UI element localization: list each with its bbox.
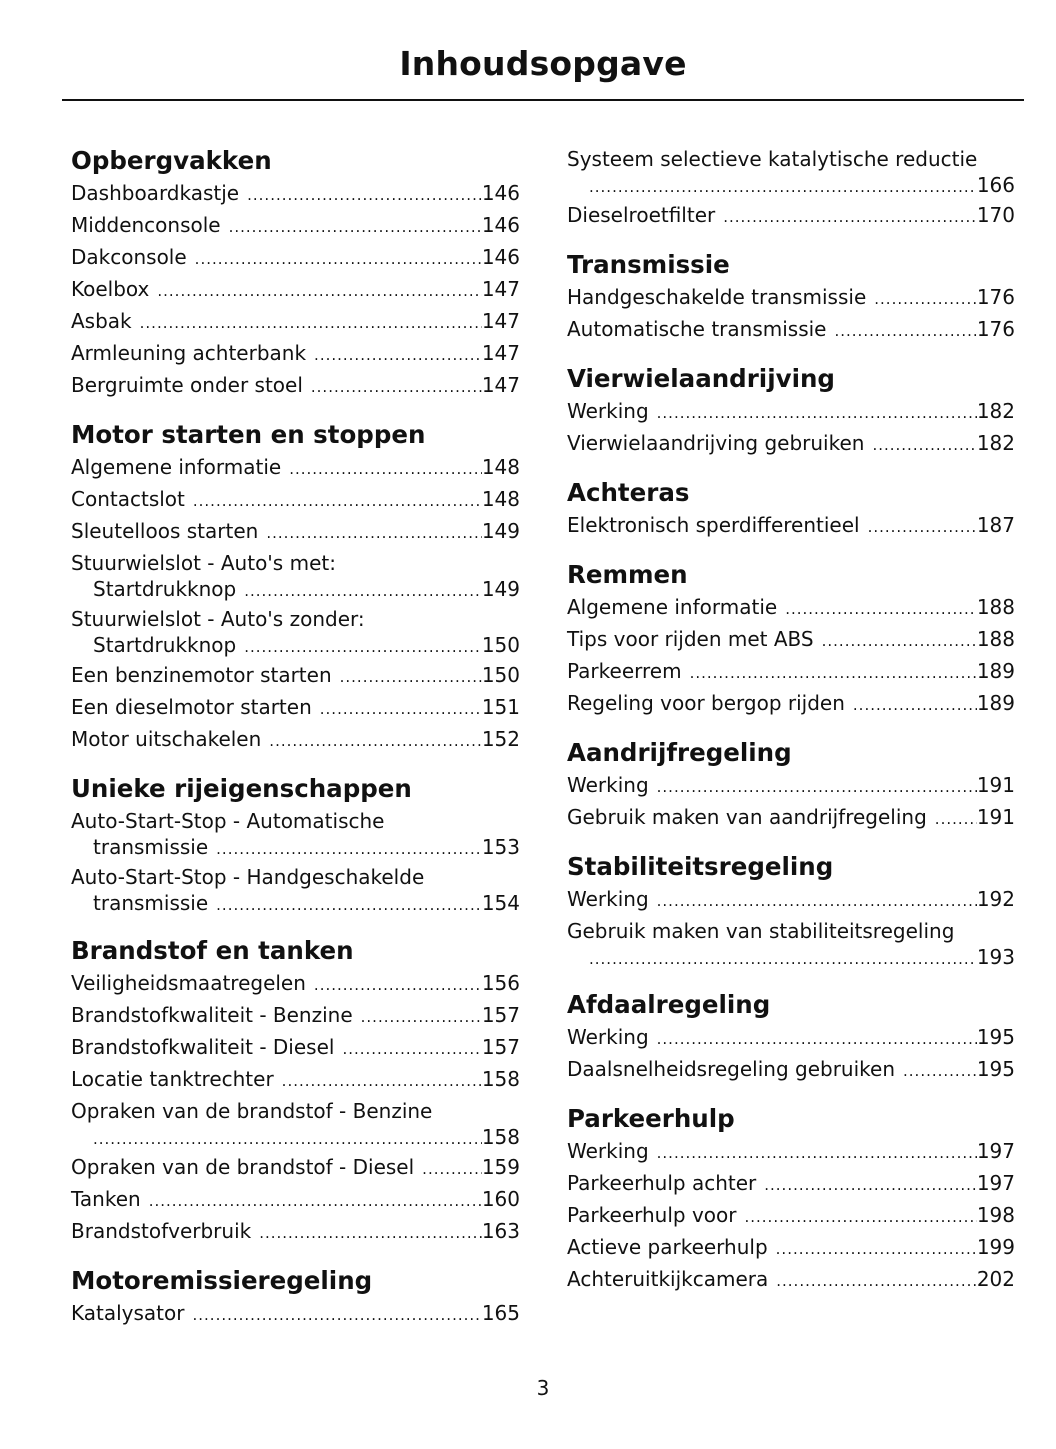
toc-entry[interactable] (567, 624, 1015, 656)
toc-entry-page: 146 (481, 245, 520, 269)
toc-section (567, 738, 1015, 834)
toc-entry-page: 147 (481, 309, 520, 333)
toc-entry-page: 153 (481, 835, 520, 859)
toc-entry-label: Actieve parkeerhulp (567, 1235, 768, 1259)
toc-entry[interactable] (71, 306, 520, 338)
toc-entry[interactable] (567, 144, 1015, 200)
toc-entry-page: 192 (976, 887, 1015, 911)
toc-entry-label: Brandstofverbruik (71, 1219, 252, 1243)
toc-entry-label: Gebruik maken van aandrijfregeling (567, 805, 927, 829)
toc-entry-label: Katalysator (71, 1301, 185, 1325)
toc-entry[interactable] (71, 548, 520, 604)
toc-entry-row (567, 428, 1015, 460)
toc-entry-label: Parkeerrem (567, 659, 682, 683)
toc-entry-page: 191 (976, 773, 1015, 797)
toc-entry-page: 148 (481, 455, 520, 479)
dot-leader (822, 626, 977, 656)
toc-entry[interactable] (567, 1022, 1015, 1054)
dot-leader (361, 1002, 482, 1032)
toc-entry-row (567, 510, 1015, 542)
toc-entry[interactable] (71, 862, 520, 918)
toc-entry-label: Parkeerhulp voor (567, 1203, 737, 1227)
toc-entry-page: 197 (976, 1171, 1015, 1195)
toc-section (567, 144, 1015, 232)
toc-entry-page: 191 (976, 805, 1015, 829)
toc-entry[interactable] (567, 200, 1015, 232)
toc-entry-label: Opraken van de brandstof - Benzine (71, 1099, 433, 1123)
toc-entry[interactable] (71, 452, 520, 484)
toc-entry-label: Daalsnelheidsregeling gebruiken (567, 1057, 896, 1081)
toc-entry[interactable] (567, 396, 1015, 428)
dot-leader (140, 308, 482, 338)
toc-entry-page: 176 (976, 317, 1015, 341)
toc-entry-label: Parkeerhulp achter (567, 1171, 757, 1195)
toc-entry-label: Armleuning achterbank (71, 341, 307, 365)
toc-entry-label: Handgeschakelde transmissie (567, 285, 867, 309)
toc-entry-row (71, 274, 520, 306)
dot-leader (935, 804, 977, 834)
toc-entry-row (567, 770, 1015, 802)
toc-entry-row (71, 1184, 520, 1216)
dot-leader (872, 430, 976, 460)
toc-entry-row (567, 1022, 1015, 1054)
dot-leader (657, 886, 977, 916)
toc-entry-page: 151 (481, 695, 520, 719)
toc-entry[interactable] (567, 688, 1015, 720)
page-title: Inhoudsopgave (399, 44, 687, 83)
toc-entry[interactable] (71, 1032, 520, 1064)
toc-entry-row (567, 1200, 1015, 1232)
toc-entry[interactable] (71, 338, 520, 370)
toc-section (567, 990, 1015, 1086)
toc-entry-row (71, 306, 520, 338)
dot-leader (93, 1126, 482, 1152)
dot-leader (785, 594, 977, 624)
section-title: Unieke rijeigenschappen (71, 774, 412, 803)
toc-entry[interactable] (567, 428, 1015, 460)
dot-leader (589, 946, 977, 972)
toc-entry-row (567, 282, 1015, 314)
toc-entry[interactable] (71, 1298, 520, 1330)
toc-entry-page: 197 (976, 1139, 1015, 1163)
toc-entry[interactable] (71, 604, 520, 660)
toc-entry-page: 188 (976, 627, 1015, 651)
toc-entry-label: Auto-Start-Stop - Handgeschakelde (71, 865, 425, 889)
toc-entry-label: Achteruitkijkcamera (567, 1267, 769, 1291)
dot-leader (657, 398, 977, 428)
section-title: Vierwielaandrijving (567, 364, 835, 393)
dot-leader (776, 1266, 977, 1296)
toc-entry-row (567, 172, 1015, 200)
toc-entry-row (567, 624, 1015, 656)
toc-entry-label: Vierwielaandrijving gebruiken (567, 431, 865, 455)
toc-section (71, 146, 520, 402)
section-title: Stabiliteitsregeling (567, 852, 834, 881)
toc-entry-page: 193 (976, 945, 1015, 969)
toc-left-column (71, 128, 520, 1330)
toc-entry-row (71, 724, 520, 756)
section-title: Parkeerhulp (567, 1104, 735, 1133)
toc-entry[interactable] (71, 1152, 520, 1184)
toc-entry[interactable] (71, 1216, 520, 1248)
toc-entry-page: 202 (976, 1267, 1015, 1291)
toc-entry-page: 188 (976, 595, 1015, 619)
toc-section (567, 560, 1015, 720)
toc-entry[interactable] (567, 314, 1015, 346)
toc-entry[interactable] (71, 178, 520, 210)
toc-entry[interactable] (71, 210, 520, 242)
toc-entry[interactable] (71, 1096, 520, 1152)
toc-entry-label: Dieselroetfilter (567, 203, 716, 227)
toc-entry[interactable] (567, 1232, 1015, 1264)
dot-leader (193, 486, 482, 516)
toc-entry-page: 148 (481, 487, 520, 511)
toc-entry[interactable] (567, 802, 1015, 834)
toc-entry[interactable] (71, 1064, 520, 1096)
toc-section (71, 420, 520, 756)
toc-section (71, 936, 520, 1248)
toc-entry-label: Stuurwielslot - Auto's zonder: (71, 607, 365, 631)
toc-entry-label-continued: Startdrukknop (93, 633, 237, 657)
dot-leader (157, 276, 481, 306)
toc-entry-page: 176 (976, 285, 1015, 309)
toc-entry[interactable] (71, 274, 520, 306)
dot-leader (657, 1138, 977, 1168)
toc-entry-page: 147 (481, 277, 520, 301)
dot-leader (320, 694, 482, 724)
toc-entry[interactable] (71, 242, 520, 274)
toc-entry-page: 152 (481, 727, 520, 751)
toc-entry-label: Tanken (71, 1187, 141, 1211)
toc-entry[interactable] (567, 884, 1015, 916)
toc-entry-row (567, 1264, 1015, 1296)
toc-entry-row (567, 592, 1015, 624)
toc-entry-page: 195 (976, 1057, 1015, 1081)
toc-entry[interactable] (71, 516, 520, 548)
toc-entry-row (71, 660, 520, 692)
dot-leader (149, 1186, 482, 1216)
toc-entry-page: 157 (481, 1003, 520, 1027)
dot-leader (282, 1066, 482, 1096)
toc-entry-row (71, 370, 520, 402)
toc-entry-label: Veiligheidsmaatregelen (71, 971, 306, 995)
toc-entry-label: Werking (567, 887, 649, 911)
dot-leader (744, 1202, 976, 1232)
toc-entry-page: 198 (976, 1203, 1015, 1227)
toc-entry-page: 159 (481, 1155, 520, 1179)
dot-leader (340, 662, 482, 692)
toc-entry-label: Een dieselmotor starten (71, 695, 312, 719)
dot-leader (690, 658, 977, 688)
toc-entry[interactable] (567, 510, 1015, 542)
toc-entry[interactable] (567, 282, 1015, 314)
dot-leader (266, 518, 482, 548)
toc-entry-label: Werking (567, 1139, 649, 1163)
toc-entry-row (567, 1136, 1015, 1168)
toc-entry[interactable] (71, 1000, 520, 1032)
toc-entry-page: 150 (481, 633, 520, 657)
toc-entry-row (567, 944, 1015, 972)
toc-entry-row (71, 968, 520, 1000)
dot-leader (229, 212, 482, 242)
dot-leader (259, 1218, 482, 1248)
toc-entry-label: Brandstofkwaliteit - Diesel (71, 1035, 335, 1059)
toc-entry-label: Regeling voor bergop rijden (567, 691, 845, 715)
dot-leader (657, 1024, 977, 1054)
toc-entry-label: Een benzinemotor starten (71, 663, 332, 687)
dot-leader (195, 244, 482, 274)
dot-leader (244, 634, 482, 660)
toc-entry-row (567, 1054, 1015, 1086)
toc-entry-page: 158 (481, 1125, 520, 1149)
toc-entry-row (567, 396, 1015, 428)
toc-entry[interactable] (567, 1264, 1015, 1296)
toc-entry[interactable] (567, 1168, 1015, 1200)
toc-entry[interactable] (567, 656, 1015, 688)
dot-leader (834, 316, 976, 346)
toc-entry-row (71, 1064, 520, 1096)
toc-entry-page: 170 (976, 203, 1015, 227)
toc-section (567, 478, 1015, 542)
toc-entry-row (567, 802, 1015, 834)
toc-entry-page: 166 (976, 173, 1015, 197)
toc-entry-page: 146 (481, 181, 520, 205)
toc-entry-label: Locatie tanktrechter (71, 1067, 274, 1091)
toc-entry-row (71, 242, 520, 274)
toc-entry-label: Stuurwielslot - Auto's met: (71, 551, 336, 575)
toc-entry[interactable] (71, 1184, 520, 1216)
dot-leader (314, 970, 482, 1000)
toc-entry-label: Opraken van de brandstof - Diesel (71, 1155, 415, 1179)
toc-entry-page: 149 (481, 577, 520, 601)
title-divider (62, 99, 1024, 101)
toc-section (567, 364, 1015, 460)
toc-entry-label: Bergruimte onder stoel (71, 373, 303, 397)
toc-entry-page: 149 (481, 519, 520, 543)
toc-entry-label: Algemene informatie (71, 455, 282, 479)
dot-leader (764, 1170, 977, 1200)
toc-entry-label: Systeem selectieve katalytische reductie (567, 147, 978, 171)
toc-entry[interactable] (567, 1054, 1015, 1086)
toc-entry-row (71, 452, 520, 484)
toc-entry-row (71, 1124, 520, 1152)
section-title: Motoremissieregeling (71, 1266, 373, 1295)
dot-leader (723, 202, 977, 232)
dot-leader (289, 454, 482, 484)
toc-entry-row (71, 484, 520, 516)
toc-entry-row (71, 692, 520, 724)
toc-entry-row (71, 338, 520, 370)
dot-leader (216, 836, 482, 862)
section-title: Remmen (567, 560, 688, 589)
toc-entry-row (71, 1216, 520, 1248)
toc-entry-page: 156 (481, 971, 520, 995)
toc-entry-label: Asbak (71, 309, 132, 333)
toc-entry[interactable] (71, 484, 520, 516)
toc-entry-page: 182 (976, 399, 1015, 423)
toc-entry[interactable] (567, 592, 1015, 624)
toc-entry-label: Sleutelloos starten (71, 519, 259, 543)
toc-entry-row (71, 1298, 520, 1330)
toc-entry-page: 182 (976, 431, 1015, 455)
dot-leader (216, 892, 482, 918)
toc-entry-label: Auto-Start-Stop - Automatische (71, 809, 385, 833)
toc-entry-page: 147 (481, 373, 520, 397)
dot-leader (314, 340, 482, 370)
toc-entry-page: 150 (481, 663, 520, 687)
toc-entry-page: 157 (481, 1035, 520, 1059)
toc-entry[interactable] (567, 1136, 1015, 1168)
dot-leader (874, 284, 977, 314)
toc-entry-row (567, 656, 1015, 688)
toc-entry-label: Werking (567, 399, 649, 423)
toc-entry[interactable] (71, 660, 520, 692)
toc-entry-row (71, 834, 520, 862)
toc-entry-row (567, 1168, 1015, 1200)
dot-leader (868, 512, 977, 542)
toc-entry-row (567, 200, 1015, 232)
toc-entry-label: Algemene informatie (567, 595, 778, 619)
dot-leader (193, 1300, 482, 1330)
toc-entry-row (71, 1152, 520, 1184)
toc-entry[interactable] (71, 370, 520, 402)
dot-leader (244, 578, 482, 604)
toc-entry-row (567, 1232, 1015, 1264)
dot-leader (853, 690, 977, 720)
toc-entry-page: 199 (976, 1235, 1015, 1259)
dot-leader (776, 1234, 977, 1264)
toc-entry-label: Koelbox (71, 277, 150, 301)
dot-leader (311, 372, 482, 402)
toc-entry[interactable] (567, 916, 1015, 972)
toc-entry[interactable] (567, 1200, 1015, 1232)
toc-entry-row (71, 516, 520, 548)
toc-right-column (567, 128, 1015, 1296)
section-title: Achteras (567, 478, 690, 507)
section-title: Motor starten en stoppen (71, 420, 426, 449)
toc-section (567, 250, 1015, 346)
dot-leader (342, 1034, 481, 1064)
toc-entry-label: Werking (567, 773, 649, 797)
toc-entry-page: 154 (481, 891, 520, 915)
toc-entry-page: 189 (976, 691, 1015, 715)
toc-section (567, 852, 1015, 972)
toc-section (71, 774, 520, 918)
toc-entry-row (71, 178, 520, 210)
toc-entry-row (71, 632, 520, 660)
toc-entry-row (567, 688, 1015, 720)
toc-entry-label: Gebruik maken van stabiliteitsregeling (567, 919, 955, 943)
toc-entry-page: 195 (976, 1025, 1015, 1049)
toc-section (71, 1266, 520, 1330)
section-title: Opbergvakken (71, 146, 272, 175)
toc-entry-label: Contactslot (71, 487, 185, 511)
toc-entry-page: 189 (976, 659, 1015, 683)
dot-leader (422, 1154, 482, 1184)
toc-entry-row (71, 1000, 520, 1032)
toc-entry-page: 147 (481, 341, 520, 365)
toc-entry-row (71, 1032, 520, 1064)
toc-entry-label: Automatische transmissie (567, 317, 827, 341)
dot-leader (247, 180, 482, 210)
toc-entry-label: Dakconsole (71, 245, 187, 269)
toc-entry-page: 160 (481, 1187, 520, 1211)
toc-entry-row (567, 314, 1015, 346)
toc-entry-label-continued: transmissie (93, 891, 209, 915)
toc-entry-page: 187 (976, 513, 1015, 537)
section-title: Transmissie (567, 250, 730, 279)
toc-entry-label: Werking (567, 1025, 649, 1049)
toc-entry-row (71, 210, 520, 242)
toc-entry-row (71, 890, 520, 918)
toc-entry[interactable] (567, 770, 1015, 802)
toc-entry-row (71, 576, 520, 604)
toc-entry-label-continued: Startdrukknop (93, 577, 237, 601)
toc-entry-page: 165 (481, 1301, 520, 1325)
toc-entry-label: Motor uitschakelen (71, 727, 262, 751)
dot-leader (657, 772, 977, 802)
toc-entry-label-continued: transmissie (93, 835, 209, 859)
dot-leader (903, 1056, 977, 1086)
toc-entry-label: Middenconsole (71, 213, 221, 237)
toc-section (567, 1104, 1015, 1296)
toc-entry-label: Tips voor rijden met ABS (567, 627, 814, 651)
toc-entry-page: 158 (481, 1067, 520, 1091)
toc-entry-label: Elektronisch sperdifferentieel (567, 513, 860, 537)
toc-entry[interactable] (71, 968, 520, 1000)
toc-entry-row (567, 884, 1015, 916)
dot-leader (589, 174, 977, 200)
page-number: 3 (536, 1376, 550, 1400)
toc-entry-page: 146 (481, 213, 520, 237)
toc-entry-page: 163 (481, 1219, 520, 1243)
toc-entry[interactable] (71, 724, 520, 756)
toc-entry[interactable] (71, 692, 520, 724)
toc-entry[interactable] (71, 806, 520, 862)
section-title: Aandrijfregeling (567, 738, 792, 767)
toc-entry-label: Brandstofkwaliteit - Benzine (71, 1003, 353, 1027)
section-title: Afdaalregeling (567, 990, 771, 1019)
section-title: Brandstof en tanken (71, 936, 354, 965)
dot-leader (269, 726, 482, 756)
toc-entry-label: Dashboardkastje (71, 181, 240, 205)
